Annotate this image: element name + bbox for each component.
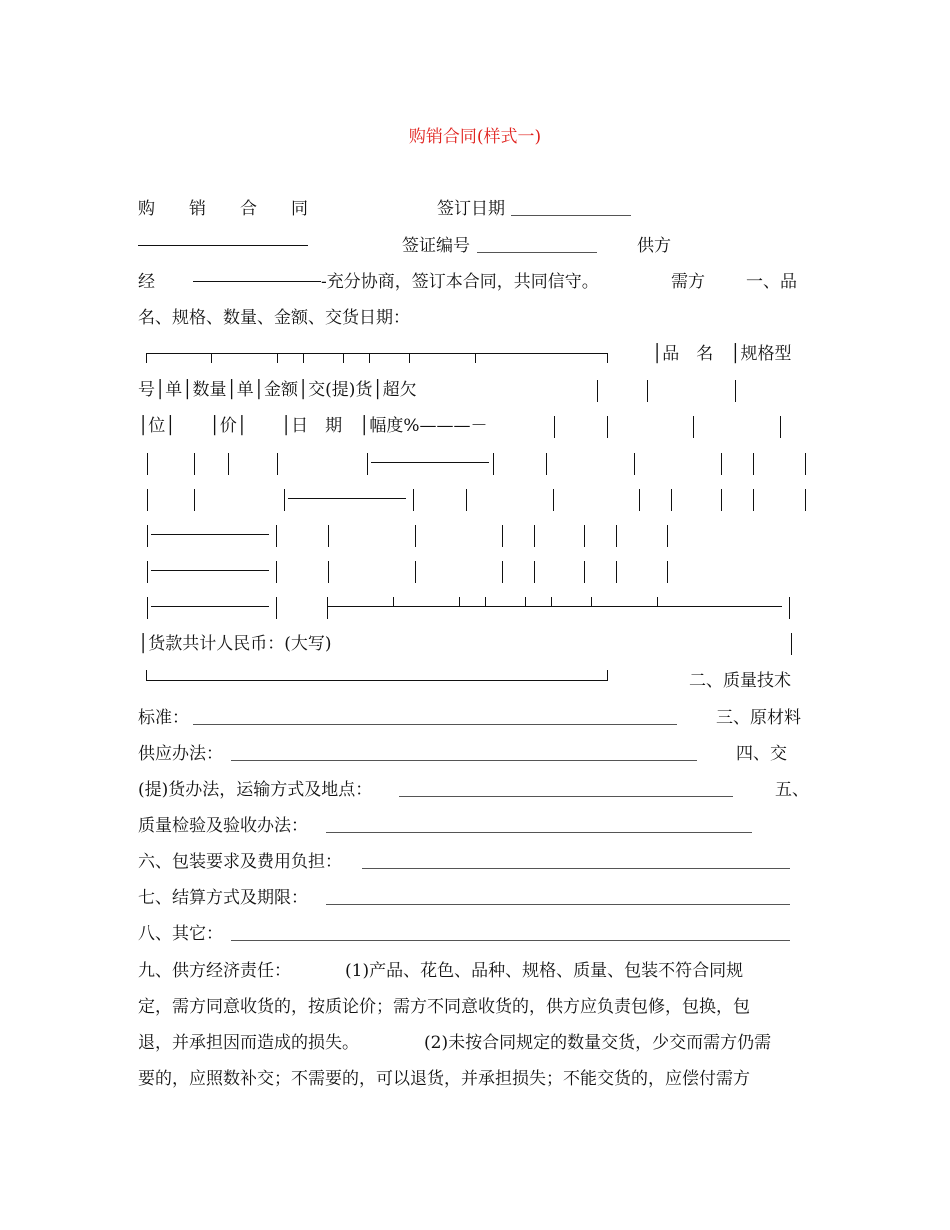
document-title: 购销合同(样式一): [408, 127, 542, 147]
table-tick: [409, 353, 410, 363]
table-cell-line: [753, 453, 754, 475]
table-cell-line: [493, 453, 494, 475]
table-cell-line: [328, 606, 782, 607]
sign-no-label: 签证编号: [402, 236, 470, 256]
table-cell-line: [780, 416, 781, 438]
table-cell-line: [597, 380, 598, 402]
table-cell-line: [693, 416, 694, 438]
contract-heading: 购 销 合 同: [138, 199, 308, 219]
section9-p1-line2: 定，需方同意收货的，按质论价；需方不同意收货的，供方应负责包修，包换，包: [138, 997, 750, 1017]
section9-label: 九、供方经济责任：: [138, 961, 291, 981]
delivery-method-field[interactable]: [399, 796, 733, 797]
table-tick: [525, 597, 526, 607]
section4-label: (提)货办法，运输方式及地点：: [138, 780, 373, 800]
table-cell-line: [534, 525, 535, 547]
quality-standard-field[interactable]: [193, 724, 677, 725]
table-tick: [591, 597, 592, 607]
settlement-field[interactable]: [326, 904, 790, 905]
table-tick: [459, 597, 460, 607]
table-cell-line: [546, 453, 547, 475]
sign-no-field[interactable]: [477, 252, 597, 253]
table-cell-line: [147, 453, 148, 475]
table-cell-line: [151, 570, 269, 571]
section3-heading: 三、原材料: [716, 708, 801, 728]
table-cell-line: [534, 561, 535, 583]
section9-p1-line3: 退，并承担因而造成的损失。: [138, 1033, 359, 1053]
buyer-label: 需方: [671, 272, 705, 292]
table-tick: [343, 353, 344, 363]
table-tick: [369, 353, 370, 363]
table-cell-line: [276, 525, 277, 547]
table-bottom-corner: [607, 670, 608, 680]
table-cell-line: [616, 561, 617, 583]
table-cell-line: [647, 380, 648, 402]
table-tick: [485, 597, 486, 607]
table-bottom-corner: [146, 670, 147, 680]
table-bottom-border: [146, 680, 608, 681]
table-tick: [277, 353, 278, 363]
line3-prefix: 经: [138, 272, 155, 292]
section6-label: 六、包装要求及费用负担：: [138, 852, 342, 872]
section9-p1-line1: (1)产品、花色、品种、规格、质量、包装不符合同规: [345, 961, 744, 981]
table-tick: [657, 597, 658, 607]
material-supply-field[interactable]: [231, 760, 697, 761]
table-cell-line: [194, 453, 195, 475]
section4-heading: 四、交: [736, 744, 787, 764]
table-cell-line: [502, 561, 503, 583]
table-cell-line: [194, 489, 195, 511]
table-cell-line: [634, 453, 635, 475]
table-cell-line: [805, 453, 806, 475]
table-cell-line: [415, 525, 416, 547]
table-cell-line: [805, 489, 806, 511]
table-cell-line: [753, 489, 754, 511]
table-cell-line: [413, 489, 414, 511]
table-cell-line: [277, 453, 278, 475]
table-cell-line: [721, 453, 722, 475]
table-cell-line: [147, 561, 148, 583]
table-cell-line: [367, 453, 368, 475]
table-cell-line: [554, 416, 555, 438]
table-cell-line: [584, 561, 585, 583]
supplier-label: 供方: [637, 236, 671, 256]
section9-p2-line1: (2)未按合同规定的数量交货，少交而需方仍需: [424, 1033, 772, 1053]
table-cell-line: [721, 489, 722, 511]
table-cell-line: [328, 525, 329, 547]
table-cell-line: [328, 561, 329, 583]
negotiation-blank-line: [193, 281, 321, 282]
table-cell-line: [147, 525, 148, 547]
table-top-border: [146, 353, 608, 354]
section8-label: 八、其它：: [138, 924, 223, 944]
section2-heading: 二、质量技术: [689, 671, 791, 691]
table-cell-line: [147, 597, 148, 619]
table-cell-line: [735, 380, 736, 402]
section7-label: 七、结算方式及期限：: [138, 888, 308, 908]
table-tick: [146, 353, 147, 363]
table-cell-line: [466, 489, 467, 511]
sign-date-label: 签订日期: [437, 199, 505, 219]
section9-p2-line2: 要的，应照数补交；不需要的，可以退货，并承担损失；不能交货的，应偿付需方: [138, 1069, 750, 1089]
section5-heading: 五、: [775, 780, 809, 800]
table-header-row3: │位│ │价│ │日 期 │幅度%———－: [138, 416, 488, 436]
section5-label: 质量检验及验收办法：: [138, 816, 308, 836]
table-cell-line: [616, 525, 617, 547]
total-amount-label: │货款共计人民币：(大写): [138, 634, 332, 654]
table-cell-line: [288, 498, 406, 499]
section3-label: 供应办法：: [138, 744, 223, 764]
table-cell-line: [371, 462, 489, 463]
table-cell-line: [228, 453, 229, 475]
table-header-right: │品 名 │规格型: [652, 344, 792, 364]
inspection-field[interactable]: [326, 832, 752, 833]
table-cell-line: [553, 489, 554, 511]
table-cell-line: [667, 525, 668, 547]
table-cell-line: [667, 561, 668, 583]
table-cell-line: [639, 489, 640, 511]
table-cell-line: [147, 489, 148, 511]
table-cell-line: [284, 489, 285, 511]
table-cell-line: [791, 633, 792, 655]
table-cell-line: [151, 606, 269, 607]
table-tick: [211, 353, 212, 363]
table-cell-line: [151, 534, 269, 535]
table-tick: [303, 353, 304, 363]
table-header-row2: 号│单│数量│单│金额│交(提)货│超欠: [138, 380, 417, 400]
section2-label: 标准：: [138, 708, 189, 728]
item1-heading: 名、规格、数量、金额、交货日期：: [138, 308, 410, 328]
table-cell-line: [584, 525, 585, 547]
table-cell-line: [276, 597, 277, 619]
party-blank-line: [138, 245, 308, 246]
sign-date-field[interactable]: [511, 215, 631, 216]
table-cell-line: [502, 525, 503, 547]
negotiation-text: -充分协商，签订本合同，共同信守。: [321, 272, 599, 292]
table-tick: [393, 597, 394, 607]
item1-prefix: 一、品: [746, 272, 797, 292]
table-tick: [475, 353, 476, 363]
table-cell-line: [415, 561, 416, 583]
table-tick: [551, 597, 552, 607]
other-terms-field[interactable]: [231, 940, 790, 941]
table-cell-line: [327, 597, 328, 619]
table-cell-line: [276, 561, 277, 583]
table-cell-line: [671, 489, 672, 511]
table-cell-line: [789, 597, 790, 619]
table-tick: [607, 353, 608, 363]
packaging-field[interactable]: [362, 868, 790, 869]
table-cell-line: [607, 416, 608, 438]
